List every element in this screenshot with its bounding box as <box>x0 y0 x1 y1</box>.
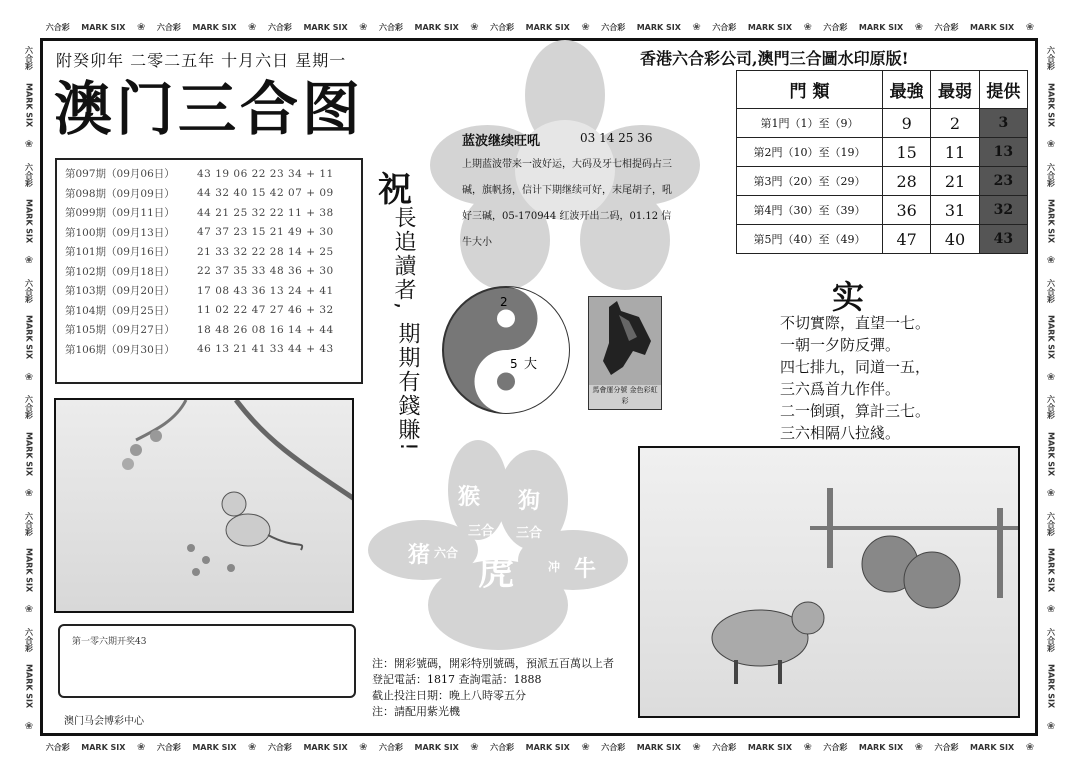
flower-icon: ❀ <box>23 371 35 383</box>
flower-icon: ❀ <box>1045 371 1057 383</box>
flower-icon: ❀ <box>1045 255 1057 267</box>
border-brand-text: MARK SIX <box>636 22 681 32</box>
shi-line: 一朝一夕防反彈。 <box>780 336 901 354</box>
border-logo-text: 六合彩 <box>1046 511 1056 536</box>
zodiac-monkey: 猴 <box>458 485 481 510</box>
border-brand-text: MARK SIX <box>24 198 34 244</box>
horse-caption: 馬會運分號 金色彩虹彩 <box>589 385 661 409</box>
border-brand-text: MARK SIX <box>525 742 570 752</box>
category-row <box>737 167 1028 196</box>
yinyang-icon <box>440 284 572 416</box>
result-row <box>65 301 353 321</box>
result-row <box>65 281 353 301</box>
result-row <box>65 203 353 223</box>
header-max: 最強 <box>883 71 931 109</box>
shi-line: 二一倒頭，算計三七。 <box>780 402 931 420</box>
result-row <box>65 184 353 204</box>
border-brand-text: MARK SIX <box>747 742 793 752</box>
result-period: 第103期（09月20日） <box>65 285 175 298</box>
poem-text: 上期蓝波带来一波好运，大码及牙七相提码占三碱，旗帆扬，信计下期继续可好，末尾胡子，吼好三碱，05-170944 红波开出二码，01.12 信牛大小 <box>462 159 672 248</box>
result-period: 第105期（09月27日） <box>65 324 175 337</box>
border-brand-text: MARK SIX <box>24 82 34 127</box>
poem-code: 03 14 25 36 <box>580 131 653 145</box>
category-min: 31 <box>931 196 979 225</box>
category-label: 第5門（40）至（49） <box>737 225 883 254</box>
note-line-3: 截止投注日期：晚上八時零五分 <box>372 689 526 702</box>
border-logo-text: 六合彩 <box>24 278 34 303</box>
border-logo-text: 六合彩 <box>1046 278 1056 303</box>
note-box: 第一零六期开奖43 <box>58 624 356 698</box>
border-strip-left <box>18 40 40 738</box>
result-period: 第101期（09月16日） <box>65 246 175 259</box>
border-brand-text: MARK SIX <box>24 431 34 476</box>
category-max: 47 <box>883 225 931 254</box>
result-numbers: 44 21 25 32 22 11 + 38 <box>197 206 334 219</box>
flower-icon: ❀ <box>248 21 257 33</box>
result-row <box>65 242 353 262</box>
result-period: 第099期（09月11日） <box>65 207 175 220</box>
border-logo-text: 六合彩 <box>24 395 34 420</box>
header-category: 門 類 <box>737 71 883 109</box>
border-logo-text: 六合彩 <box>24 627 34 652</box>
category-max: 9 <box>883 109 931 138</box>
border-brand-text: MARK SIX <box>970 742 1015 752</box>
border-strip-right <box>1040 40 1062 738</box>
category-provide: 3 <box>979 109 1027 138</box>
border-logo-text: 六合彩 <box>1046 162 1056 187</box>
border-brand-text: MARK SIX <box>24 664 34 709</box>
shi-line: 四七排九，同道一五， <box>780 358 931 376</box>
shi-lines <box>780 312 930 444</box>
flower-icon: ❀ <box>1045 139 1057 151</box>
slogan-column-1: 長追讀者, <box>391 206 416 311</box>
result-period: 第106期（09月30日） <box>65 343 175 356</box>
border-brand-text: MARK SIX <box>1046 315 1056 360</box>
shi-title: 实 <box>832 278 865 316</box>
category-max: 28 <box>883 167 931 196</box>
result-row <box>65 340 353 360</box>
shi-line: 三六爲首九作伴。 <box>780 380 901 398</box>
border-logo-text: 六合彩 <box>24 162 34 187</box>
result-numbers: 18 48 26 08 16 14 + 44 <box>197 323 334 336</box>
zodiac-chong: 冲 <box>548 560 561 574</box>
border-brand-text: MARK SIX <box>747 22 793 32</box>
border-brand-text: MARK SIX <box>81 22 126 32</box>
border-logo-text: 六合彩 <box>601 742 626 752</box>
flower-icon: ❀ <box>23 720 35 732</box>
category-provide: 13 <box>979 138 1027 167</box>
zodiac-liuhe: 六合 <box>434 546 459 560</box>
slogan-big: 祝 <box>378 170 412 210</box>
border-logo-text: 六合彩 <box>24 46 34 71</box>
flower-icon: ❀ <box>136 21 146 33</box>
category-max: 15 <box>883 138 931 167</box>
border-brand-text: MARK SIX <box>1046 82 1056 127</box>
border-logo-text: 六合彩 <box>267 742 292 752</box>
yinyang-top-number: 2 <box>500 295 508 309</box>
border-brand-text: MARK SIX <box>525 22 570 32</box>
border-brand-text: MARK SIX <box>858 22 904 32</box>
border-logo-text: 六合彩 <box>45 22 70 32</box>
category-row <box>737 225 1028 254</box>
company-name: 香港六合彩公司,澳門三合圖水印原版! <box>640 49 909 68</box>
border-brand-text: MARK SIX <box>858 742 904 752</box>
border-logo-text: 六合彩 <box>712 742 737 752</box>
zodiac-sanhe-left: 三合 <box>468 524 495 539</box>
result-row <box>65 223 353 243</box>
category-label: 第1門（1）至（9） <box>737 109 883 138</box>
border-logo-text: 六合彩 <box>712 22 737 32</box>
zodiac-flower <box>368 440 628 660</box>
border-brand-text: MARK SIX <box>1046 431 1056 476</box>
flower-icon: ❀ <box>470 21 479 33</box>
category-label: 第3門（20）至（29） <box>737 167 883 196</box>
border-logo-text: 六合彩 <box>823 742 848 752</box>
flower-icon: ❀ <box>1025 741 1035 753</box>
result-period: 第097期（09月06日） <box>65 168 175 181</box>
poem-title: 蓝波继续旺吼 <box>462 134 541 149</box>
category-min: 40 <box>931 225 979 254</box>
shi-line: 不切實際，直望一七。 <box>780 314 931 332</box>
category-row <box>737 138 1028 167</box>
result-period: 第102期（09月18日） <box>65 265 175 278</box>
zodiac-tiger: 虎 <box>478 552 515 593</box>
zodiac-ox: 牛 <box>574 557 597 582</box>
flower-icon: ❀ <box>692 21 701 33</box>
border-brand-text: MARK SIX <box>414 22 459 32</box>
border-brand-text: MARK SIX <box>303 742 348 752</box>
note-line-1: 注：開彩號碼，開彩特別號碼，預派五百萬以上者 <box>372 657 614 670</box>
page-title: 澳门三合图 <box>54 75 365 143</box>
flower-icon: ❀ <box>692 741 701 753</box>
horse-image <box>588 296 662 410</box>
header-min: 最弱 <box>931 71 979 109</box>
zodiac-dog: 狗 <box>518 489 541 514</box>
border-logo-text: 六合彩 <box>156 742 181 752</box>
note-line-2: 登記電話：1817 查詢電話：1888 <box>372 673 542 686</box>
flower-icon: ❀ <box>23 139 35 151</box>
category-min: 2 <box>931 109 979 138</box>
flower-icon: ❀ <box>803 741 812 753</box>
category-provide: 23 <box>979 167 1027 196</box>
border-brand-text: MARK SIX <box>636 742 681 752</box>
border-brand-text: MARK SIX <box>24 547 34 593</box>
flower-icon: ❀ <box>248 741 257 753</box>
flower-icon: ❀ <box>359 21 368 33</box>
border-logo-text: 六合彩 <box>490 742 515 752</box>
flower-icon: ❀ <box>914 741 923 753</box>
category-provide: 43 <box>979 225 1027 254</box>
border-brand-text: MARK SIX <box>303 22 348 32</box>
result-period: 第100期（09月13日） <box>65 226 175 239</box>
border-logo-text: 六合彩 <box>490 22 515 32</box>
border-brand-text: MARK SIX <box>24 315 34 360</box>
border-strip-top <box>40 18 1040 36</box>
results-panel <box>55 158 363 384</box>
category-table <box>736 70 1028 254</box>
flower-icon: ❀ <box>470 741 479 753</box>
cat-illustration <box>56 400 354 613</box>
result-period: 第098期（09月09日） <box>65 187 175 200</box>
border-logo-text: 六合彩 <box>601 22 626 32</box>
border-brand-text: MARK SIX <box>1046 664 1056 709</box>
category-label: 第2門（10）至（19） <box>737 138 883 167</box>
pig-picture <box>638 446 1020 718</box>
category-label: 第4門（30）至（39） <box>737 196 883 225</box>
header-provide: 提供 <box>979 71 1027 109</box>
category-row <box>737 109 1028 138</box>
flower-icon: ❀ <box>23 488 35 500</box>
slogan-column-2: 期期有錢賺! <box>395 322 420 453</box>
flower-icon: ❀ <box>1045 488 1057 500</box>
border-logo-text: 六合彩 <box>823 22 848 32</box>
flower-icon: ❀ <box>914 21 923 33</box>
result-numbers: 44 32 40 15 42 07 + 09 <box>197 187 334 200</box>
flower-icon: ❀ <box>1045 720 1057 732</box>
border-logo-text: 六合彩 <box>45 742 70 752</box>
border-brand-text: MARK SIX <box>81 742 126 752</box>
flower-icon: ❀ <box>23 255 35 267</box>
result-numbers: 47 37 23 15 21 49 + 30 <box>197 226 334 239</box>
border-logo-text: 六合彩 <box>1046 46 1056 71</box>
border-brand-text: MARK SIX <box>1046 547 1056 593</box>
flower-icon: ❀ <box>581 741 590 753</box>
border-logo-text: 六合彩 <box>934 742 959 752</box>
flower-icon: ❀ <box>803 21 812 33</box>
flower-icon: ❀ <box>1045 604 1057 616</box>
category-provide: 32 <box>979 196 1027 225</box>
notes <box>372 656 614 720</box>
flower-icon: ❀ <box>359 741 368 753</box>
flower-icon: ❀ <box>136 741 146 753</box>
border-brand-text: MARK SIX <box>192 22 237 32</box>
category-max: 36 <box>883 196 931 225</box>
border-logo-text: 六合彩 <box>379 22 404 32</box>
note-line-4: 注：請配用紫光機 <box>372 705 460 718</box>
result-numbers: 43 19 06 22 23 34 + 11 <box>197 167 334 180</box>
flower-icon: ❀ <box>1025 21 1035 33</box>
border-logo-text: 六合彩 <box>1046 627 1056 652</box>
category-min: 21 <box>931 167 979 196</box>
border-logo-text: 六合彩 <box>267 22 292 32</box>
date-line: 附癸卯年 二零二五年 十月六日 星期一 <box>56 51 347 70</box>
center-name: 澳门马会博彩中心 <box>64 716 144 727</box>
result-numbers: 21 33 32 22 28 14 + 25 <box>197 245 334 258</box>
pig-illustration <box>640 448 1020 718</box>
border-logo-text: 六合彩 <box>934 22 959 32</box>
border-logo-text: 六合彩 <box>24 511 34 536</box>
flower-icon: ❀ <box>581 21 590 33</box>
border-brand-text: MARK SIX <box>970 22 1015 32</box>
border-logo-text: 六合彩 <box>379 742 404 752</box>
yinyang-label: 大 <box>524 357 538 372</box>
border-logo-text: 六合彩 <box>156 22 181 32</box>
shi-line: 三六相隔八拉綫。 <box>780 424 901 442</box>
zodiac-sanhe-right: 三合 <box>516 526 543 541</box>
border-brand-text: MARK SIX <box>192 742 237 752</box>
result-numbers: 17 08 43 36 13 24 + 41 <box>197 284 334 297</box>
category-min: 11 <box>931 138 979 167</box>
border-brand-text: MARK SIX <box>414 742 459 752</box>
yinyang-bottom-number: 5 <box>510 357 518 371</box>
result-numbers: 46 13 21 41 33 44 + 43 <box>197 343 334 356</box>
result-numbers: 22 37 35 33 48 36 + 30 <box>197 265 334 278</box>
category-row <box>737 196 1028 225</box>
cat-picture <box>54 398 354 613</box>
border-strip-bottom <box>40 738 1040 756</box>
result-row <box>65 164 353 184</box>
result-row <box>65 320 353 340</box>
flower-icon: ❀ <box>23 604 35 616</box>
border-logo-text: 六合彩 <box>1046 395 1056 420</box>
result-numbers: 11 02 22 47 27 46 + 32 <box>197 304 334 317</box>
zodiac-pig: 猪 <box>408 543 431 568</box>
result-row <box>65 262 353 282</box>
border-brand-text: MARK SIX <box>1046 198 1056 244</box>
result-period: 第104期（09月25日） <box>65 304 175 317</box>
horse-head-icon <box>589 297 661 385</box>
